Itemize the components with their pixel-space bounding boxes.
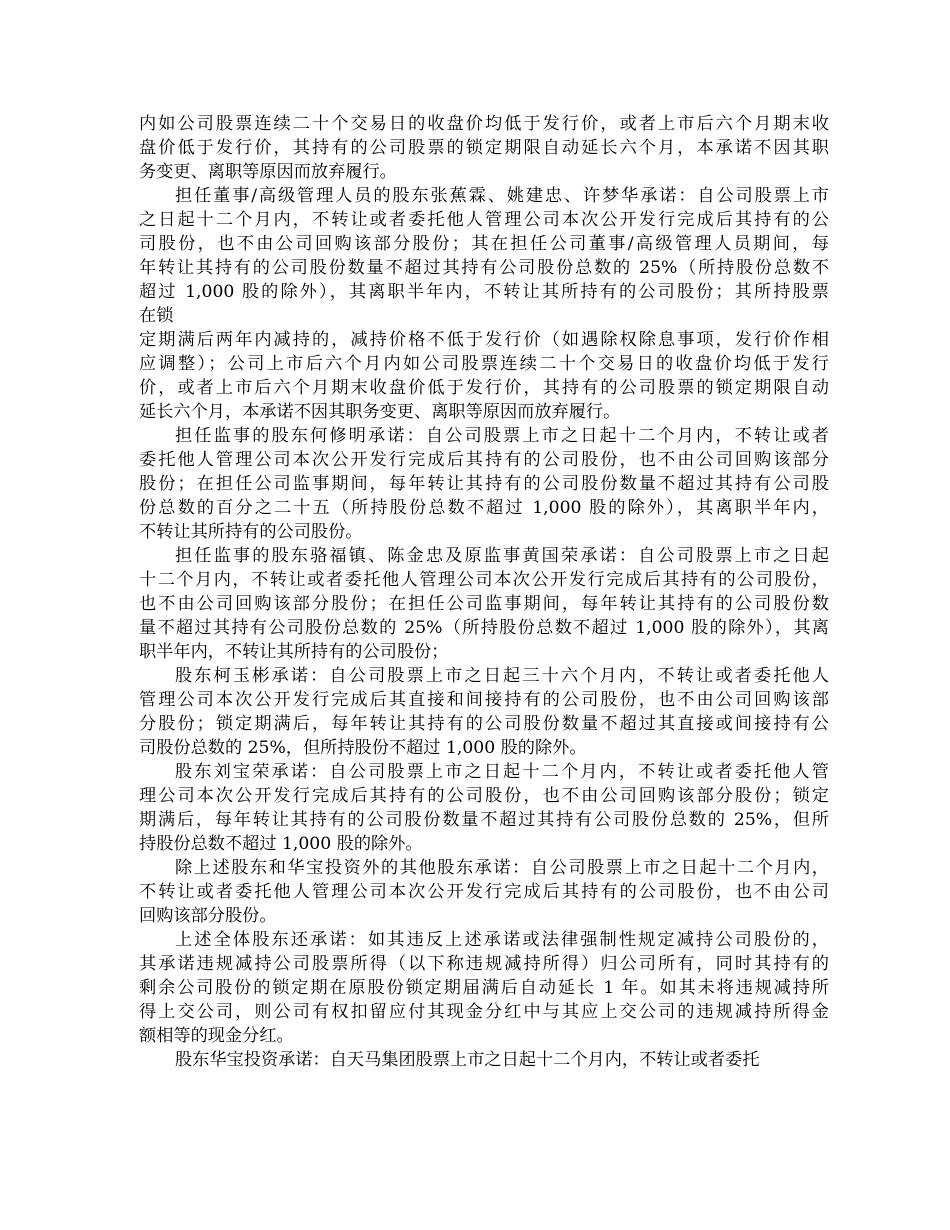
text-line: 超过 1,000 股的除外），其离职半年内，不转让其所持有的公司股份；其所持股票 <box>139 282 829 302</box>
text-line: 在锁 <box>139 306 174 326</box>
text-line: 十二个月内，不转让或者委托他人管理公司本次公开发行完成后其持有的公司股份， <box>139 570 829 590</box>
text-line: 也不由公司回购该部分股份；在担任公司监事期间，每年转让其持有的公司股份数 <box>139 594 829 614</box>
text-line: 委托他人管理公司本次公开发行完成后其持有的公司股份，也不由公司回购该部分 <box>139 450 829 470</box>
text-line: 理公司本次公开发行完成后其持有的公司股份，也不由公司回购该部分股份；锁定 <box>139 786 829 806</box>
text-line: 股份；在担任公司监事期间，每年转让其持有的公司股份数量不超过其持有公司股 <box>139 474 829 494</box>
document-page <box>139 112 829 1072</box>
text-line: 担任董事/高级管理人员的股东张蕉霖、姚建忠、许梦华承诺：自公司股票上市 <box>175 186 829 206</box>
text-line: 司股份总数的 25%，但所持股份不超过 1,000 股的除外。 <box>139 738 587 758</box>
text-line: 管理公司本次公开发行完成后其直接和间接持有的公司股份，也不由公司回购该部 <box>139 690 829 710</box>
text-line: 年转让其持有的公司股份数量不超过其持有公司股份总数的 25%（所持股份总数不 <box>139 258 829 278</box>
text-line: 延长六个月，本承诺不因其职务变更、离职等原因而放弃履行。 <box>139 402 621 422</box>
text-line: 期满后，每年转让其持有的公司股份数量不超过其持有公司股份总数的 25%，但所 <box>139 810 829 830</box>
text-line: 份总数的百分之二十五（所持股份总数不超过 1,000 股的除外），其离职半年内， <box>139 498 829 518</box>
text-line: 价，或者上市后六个月期末收盘价低于发行价，其持有的公司股票的锁定期限自动 <box>139 378 829 398</box>
text-line: 职半年内，不转让其所持有的公司股份； <box>139 642 449 662</box>
text-line: 担任监事的股东何修明承诺：自公司股票上市之日起十二个月内，不转让或者 <box>175 426 829 446</box>
text-line: 定期满后两年内减持的，减持价格不低于发行价（如遇除权除息事项，发行价作相 <box>139 330 829 350</box>
text-line: 内如公司股票连续二十个交易日的收盘价均低于发行价，或者上市后六个月期末收 <box>139 114 829 134</box>
text-line: 司股份，也不由公司回购该部分股份；其在担任公司董事/高级管理人员期间，每 <box>139 234 829 254</box>
text-line: 务变更、离职等原因而放弃履行。 <box>139 162 397 182</box>
text-line: 盘价低于发行价，其持有的公司股票的锁定期限自动延长六个月，本承诺不因其职 <box>139 138 829 158</box>
text-line: 上述全体股东还承诺：如其违反上述承诺或法律强制性规定减持公司股份的， <box>175 930 829 950</box>
text-line: 股东刘宝荣承诺：自公司股票上市之日起十二个月内，不转让或者委托他人管 <box>175 762 829 782</box>
text-line: 除上述股东和华宝投资外的其他股东承诺：自公司股票上市之日起十二个月内， <box>175 858 829 878</box>
text-line: 其承诺违规减持公司股票所得（以下称违规减持所得）归公司所有，同时其持有的 <box>139 954 829 974</box>
text-line: 不转让或者委托他人管理公司本次公开发行完成后其持有的公司股份，也不由公司 <box>139 882 829 902</box>
text-line: 股东华宝投资承诺：自天马集团股票上市之日起十二个月内，不转让或者委托 <box>175 1050 760 1070</box>
text-line: 额相等的现金分红。 <box>139 1026 294 1046</box>
text-line: 之日起十二个月内，不转让或者委托他人管理公司本次公开发行完成后其持有的公 <box>139 210 829 230</box>
text-line: 量不超过其持有公司股份总数的 25%（所持股份总数不超过 1,000 股的除外），其离 <box>139 618 829 638</box>
text-line: 回购该部分股份。 <box>139 906 277 926</box>
text-line: 担任监事的股东骆福镇、陈金忠及原监事黄国荣承诺：自公司股票上市之日起 <box>175 546 829 566</box>
text-line: 不转让其所持有的公司股份。 <box>139 522 363 542</box>
text-line: 应调整）；公司上市后六个月内如公司股票连续二十个交易日的收盘价均低于发行 <box>139 354 829 374</box>
text-line: 股东柯玉彬承诺：自公司股票上市之日起三十六个月内，不转让或者委托他人 <box>175 666 829 686</box>
text-line: 剩余公司股份的锁定期在原股份锁定期届满后自动延长 1 年。如其未将违规减持所 <box>139 978 829 998</box>
text-line: 持股份总数不超过 1,000 股的除外。 <box>139 834 423 854</box>
text-line: 分股份；锁定期满后，每年转让其持有的公司股份数量不超过其直接或间接持有公 <box>139 714 829 734</box>
text-line: 得上交公司，则公司有权扣留应付其现金分红中与其应上交公司的违规减持所得金 <box>139 1002 829 1022</box>
